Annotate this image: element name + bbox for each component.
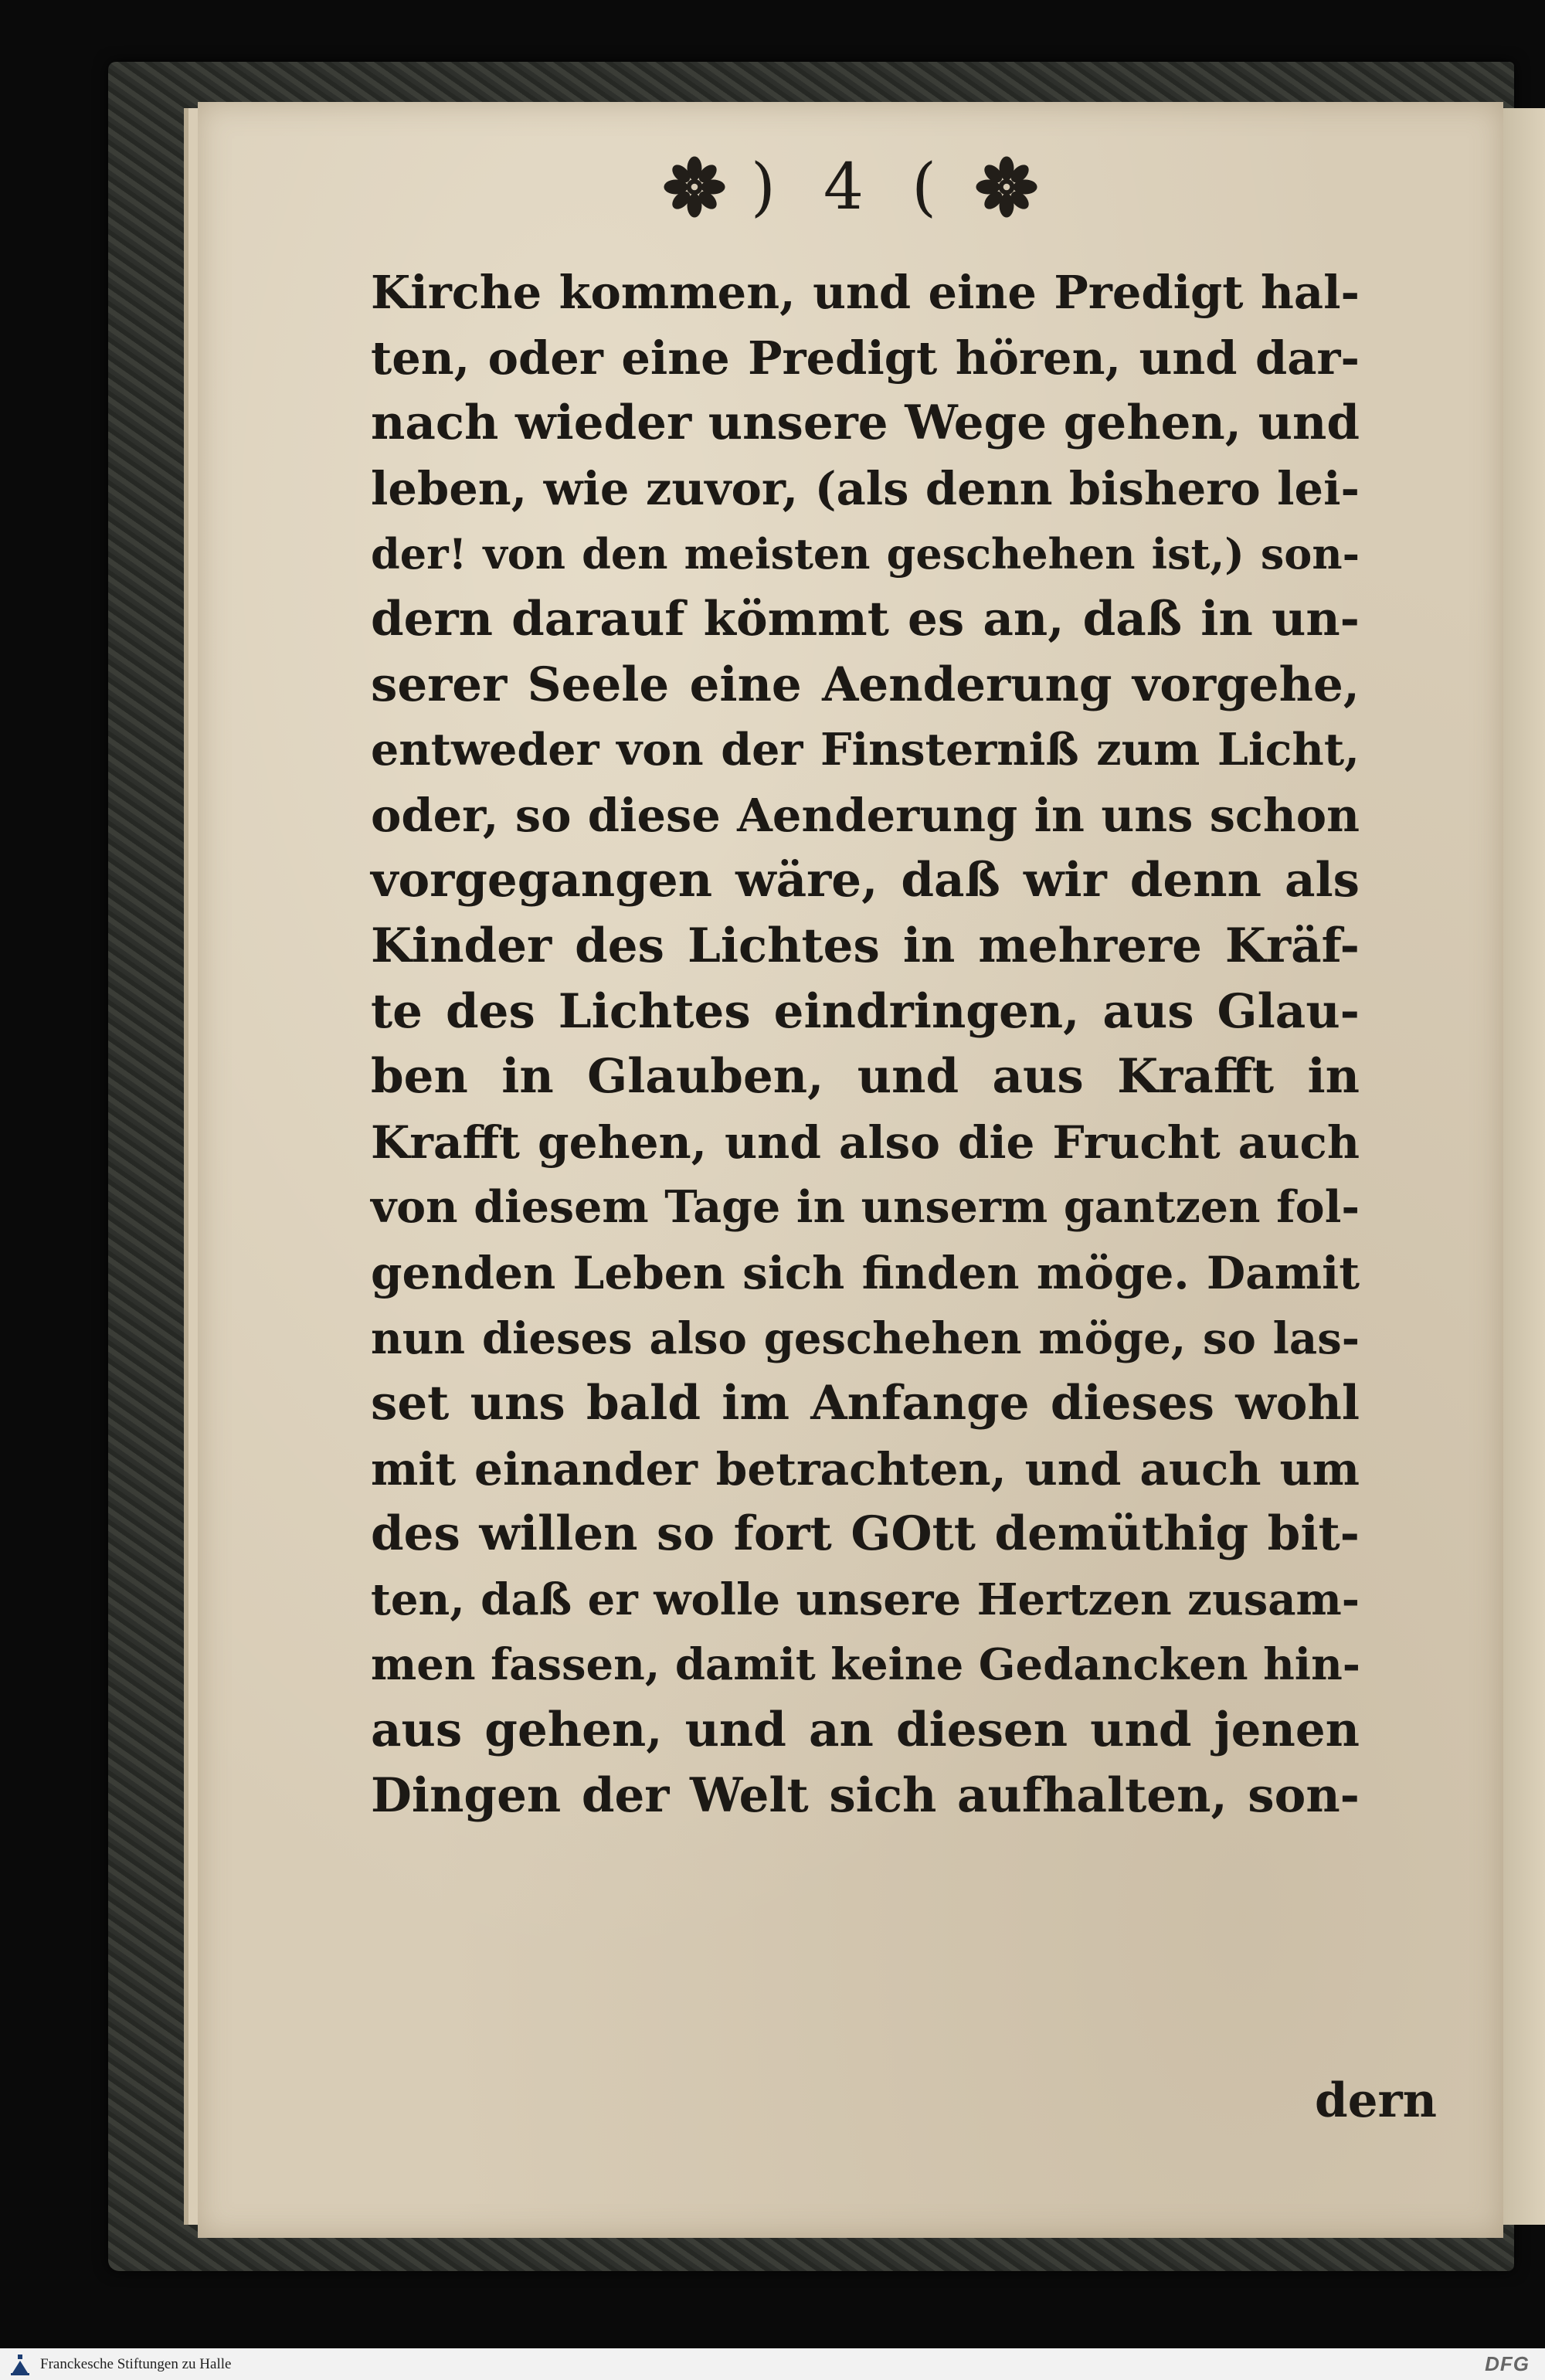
text-line: mit einander betrachten, und auch um xyxy=(371,1442,1360,1496)
text-line: Kinder des Lichtes in mehrere Kräf- xyxy=(371,918,1360,973)
francke-foundation-logo-icon xyxy=(8,2353,32,2376)
text-line: nun dieses also geschehen möge, so las- xyxy=(371,1312,1360,1364)
text-line: von diesem Tage in unserm gantzen fol- xyxy=(371,1181,1360,1234)
text-line: leben, wie zuvor, (als denn bishero lei- xyxy=(371,461,1360,515)
text-line: der! von den meisten geschehen ist,) son- xyxy=(371,529,1360,579)
text-line: ben in Glauben, und aus Krafft in xyxy=(371,1049,1360,1105)
body-text xyxy=(371,260,1360,1828)
text-line: oder, so diese Aenderung in uns schon xyxy=(371,788,1360,842)
text-line: vorgegangen wäre, daß wir denn als xyxy=(371,853,1360,908)
text-line: ten, daß er wolle unsere Hertzen zusam- xyxy=(371,1574,1360,1625)
rosette-ornament-icon xyxy=(661,154,728,220)
text-line: genden Leben sich finden möge. Damit xyxy=(371,1246,1360,1299)
text-line: te des Lichtes eindringen, aus Glau- xyxy=(371,983,1360,1039)
page-number: ) 4 ( xyxy=(750,150,951,224)
text-line: nach wieder unsere Wege gehen, und xyxy=(371,396,1360,451)
text-line: serer Seele eine Aenderung vorgehe, xyxy=(371,657,1360,712)
text-line: des willen so fort GOtt demüthig bit- xyxy=(371,1506,1360,1562)
text-line: ten, oder eine Predigt hören, und dar- xyxy=(371,331,1360,385)
text-line: entweder von der Finsterniß zum Licht, xyxy=(371,724,1360,776)
text-line: men fassen, damit keine Gedancken hin- xyxy=(371,1639,1361,1691)
text-line: set uns bald im Anfange dieses wohl xyxy=(371,1376,1360,1431)
text-line: Dingen der Welt sich aufhalten, son- xyxy=(371,1767,1360,1823)
footer-left xyxy=(0,2353,231,2376)
text-line: dern darauf kömmt es an, daß in un- xyxy=(371,591,1360,647)
book-page xyxy=(198,102,1503,2238)
page-header xyxy=(198,144,1503,229)
viewer-footer xyxy=(0,2348,1545,2380)
text-line: aus gehen, und an diesen und jenen xyxy=(371,1703,1360,1758)
text-line: Krafft gehen, und also die Frucht auch xyxy=(371,1115,1360,1169)
catchword: dern xyxy=(1315,2073,1437,2128)
rosette-ornament-icon xyxy=(973,154,1040,220)
dfg-logo: DFG xyxy=(1485,2352,1530,2375)
library-name: Franckesche Stiftungen zu Halle xyxy=(40,2355,232,2372)
next-leaf-edge xyxy=(1503,108,1545,2225)
text-line: Kirche kommen, und eine Predigt hal- xyxy=(371,266,1360,319)
